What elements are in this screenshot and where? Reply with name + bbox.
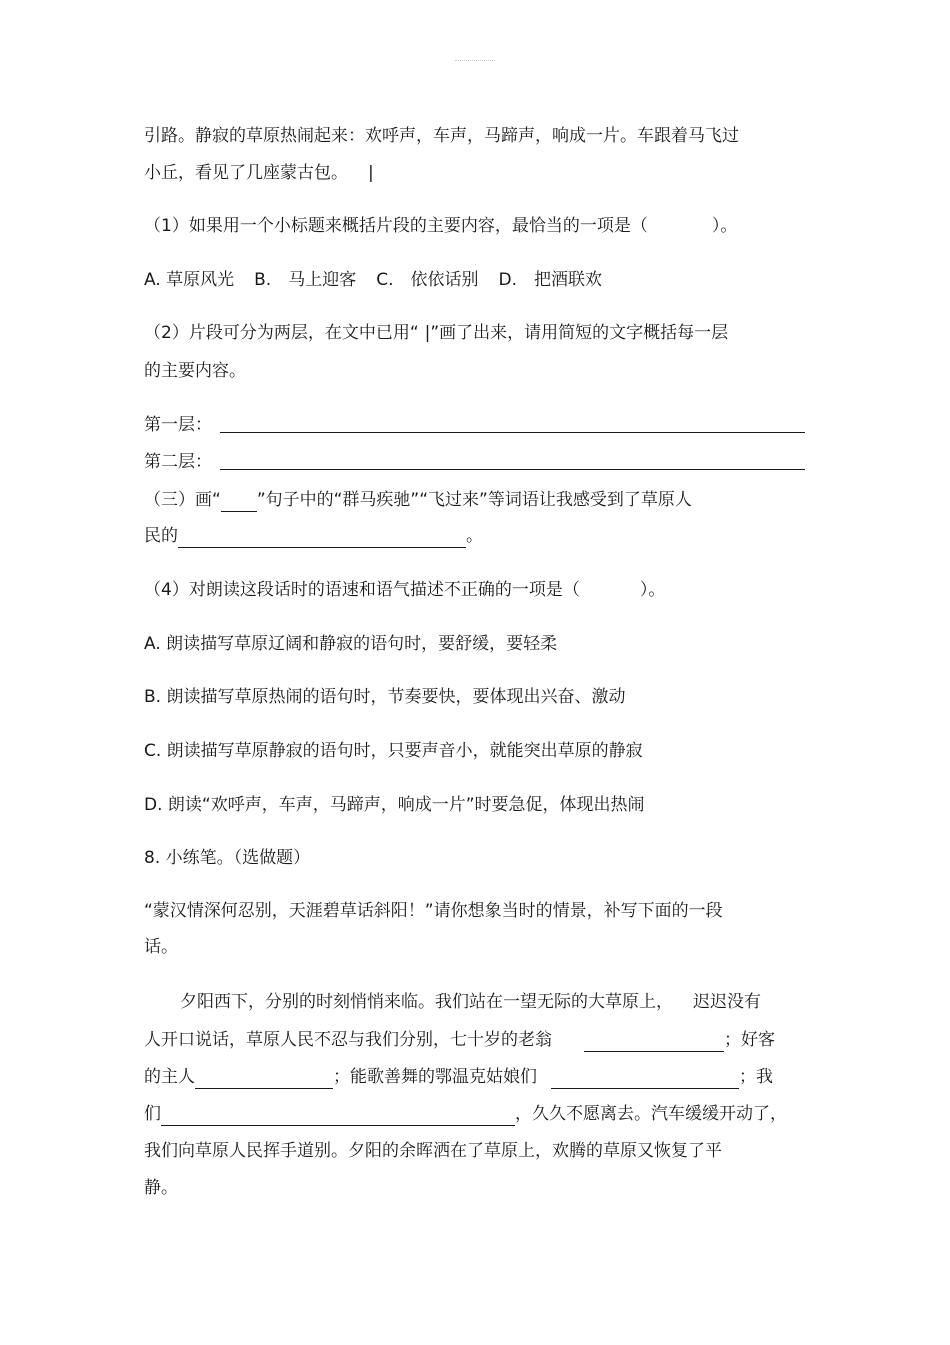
question-2-text-b: ”画了出来，请用简短的文字概括每一层: [430, 323, 729, 343]
we-answer-line[interactable]: [161, 1105, 515, 1126]
host-answer-line[interactable]: [195, 1068, 333, 1089]
option-d[interactable]: D. 把酒联欢: [498, 270, 602, 290]
paragraph-line-3: [144, 1065, 773, 1089]
underline-sample: [221, 493, 257, 512]
passage-line-2: [144, 161, 374, 185]
option-b[interactable]: B. 马上迎客: [254, 270, 357, 290]
passage-text: 小丘，看见了几座蒙古包。: [144, 163, 348, 183]
question-4-option-b[interactable]: B. 朗读描写草原热闹的语句时，节奏要快，要体现出兴奋、激动: [144, 687, 626, 707]
paragraph-text: 迟迟没有: [693, 992, 761, 1012]
question-3-text-c: 民的: [144, 526, 178, 546]
question-4-stem: [144, 578, 665, 602]
paragraph-line-6: 静。: [144, 1178, 178, 1198]
layer-2-answer-line[interactable]: [220, 469, 805, 470]
old-man-answer-line[interactable]: [584, 1031, 724, 1052]
layer-1-answer-line[interactable]: [220, 432, 805, 433]
question-8-title: 8. 小练笔。（选做题）: [144, 848, 311, 868]
question-4-text: （4）对朗读这段话时的语速和语气描述不正确的一项是（: [144, 580, 580, 600]
question-4-option-a[interactable]: A. 朗读描写草原辽阔和静寂的语句时，要舒缓，要轻柔: [144, 634, 558, 654]
paragraph-line-5: 我们向草原人民挥手道别。夕阳的余晖洒在了草原上，欢腾的草原又恢复了平: [144, 1141, 722, 1161]
question-4-option-c[interactable]: C. 朗读描写草原静寂的语句时，只要声音小，就能突出草原的静寂: [144, 741, 643, 761]
paragraph-text: 人开口说话，草原人民不忍与我们分别，七十岁的老翁: [144, 1030, 552, 1050]
paragraph-text: ；好客: [724, 1030, 775, 1050]
question-3-close: 。: [466, 526, 483, 546]
question-8-prompt-line-1: “蒙汉情深何忍别，天涯碧草话斜阳！”请你想象当时的情景，补写下面的一段: [144, 901, 723, 921]
layer-2-label: 第二层：: [144, 452, 212, 472]
girls-answer-line[interactable]: [551, 1068, 739, 1089]
paragraph-line-4: [144, 1102, 787, 1126]
divider-mark: |: [368, 163, 374, 183]
paragraph-text: 的主人: [144, 1067, 195, 1087]
option-c[interactable]: C. 依依话别: [376, 270, 479, 290]
paragraph-text: ，久久不愿离去。汽车缓缓开动了，: [515, 1104, 787, 1124]
question-4-close: ）。: [639, 580, 666, 600]
question-3-line-1: [144, 488, 692, 512]
page-header-mark: [455, 60, 495, 69]
question-1-text: （1）如果用一个小标题来概括片段的主要内容，最恰当的一项是（: [144, 216, 648, 236]
question-4-option-d[interactable]: D. 朗读“欢呼声，车声，马蹄声，响成一片”时要急促，体现出热闹: [144, 795, 645, 815]
divider-mark: |: [424, 323, 431, 343]
paragraph-line-2: [144, 1028, 775, 1052]
question-1-options: [144, 268, 602, 292]
paragraph-line-1: [144, 990, 761, 1014]
passage-line-1: 引路。静寂的草原热闹起来：欢呼声，车声，马蹄声，响成一片。车跟着马飞过: [144, 126, 739, 146]
question-3-line-2: [144, 524, 483, 548]
question-3-text-a: （三）画“: [144, 490, 221, 510]
paragraph-text: 们: [144, 1104, 161, 1124]
question-1-stem: [144, 214, 737, 238]
question-3-text-b: ”句子中的“群马疾驰”“飞过来”等词语让我感受到了草原人: [256, 490, 692, 510]
question-2-line-2: 的主要内容。: [144, 361, 246, 381]
question-2-text-a: （2）片段可分为两层，在文中已用“: [144, 323, 419, 343]
option-a[interactable]: A. 草原风光: [144, 270, 235, 290]
paragraph-text: 夕阳西下，分别的时刻悄悄来临。我们站在一望无际的大草原上，: [180, 992, 673, 1012]
paragraph-text: ；我: [739, 1067, 773, 1087]
question-3-answer-line[interactable]: [178, 527, 466, 548]
paragraph-text: ；能歌善舞的鄂温克姑娘们: [333, 1067, 537, 1087]
layer-1-label: 第一层：: [144, 415, 212, 435]
question-2-line-1: [144, 321, 728, 345]
question-8-prompt-line-2: 话。: [144, 937, 178, 957]
question-1-close: ）。: [711, 216, 738, 236]
